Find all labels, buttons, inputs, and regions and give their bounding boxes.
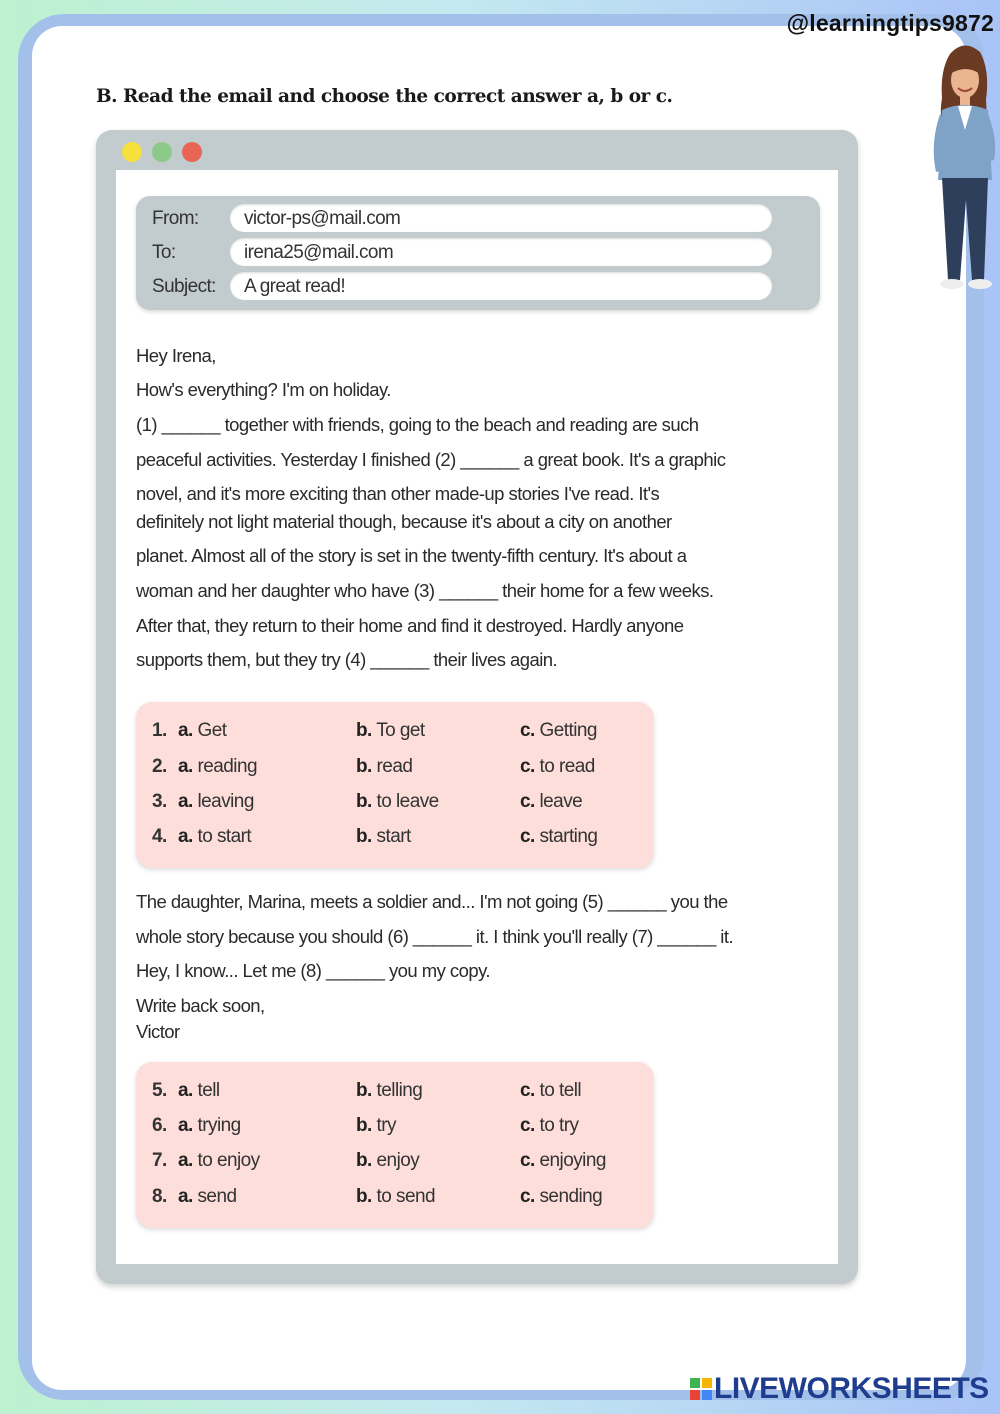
option-text: trying [197, 1115, 241, 1136]
option-letter: a. [178, 1186, 193, 1207]
option-letter: c. [520, 826, 535, 847]
option-letter: b. [356, 791, 372, 812]
option-b[interactable] [356, 826, 411, 848]
option-b[interactable] [356, 1080, 422, 1102]
option-text: to leave [376, 791, 439, 812]
question-row-5 [136, 1080, 654, 1106]
email-line: How's everything? I'm on holiday. [136, 379, 391, 400]
liveworksheets-grid-icon [690, 1378, 712, 1400]
from-label: From: [152, 208, 199, 229]
option-a[interactable] [178, 1186, 237, 1208]
to-field[interactable] [230, 238, 772, 266]
answer-options-5-8 [136, 1062, 654, 1228]
option-letter: b. [356, 1150, 372, 1171]
subject-row [136, 272, 820, 300]
email-line: definitely not light material though, because it's about a city on another [136, 511, 672, 532]
question-row-6 [136, 1115, 654, 1141]
option-text: try [376, 1115, 396, 1136]
option-b[interactable] [356, 1186, 435, 1208]
option-letter: b. [356, 1186, 372, 1207]
option-text: to read [539, 756, 595, 777]
yellow-dot-icon [122, 142, 142, 162]
option-letter: a. [178, 720, 193, 741]
exercise-heading: B. Read the email and choose the correct answer a, b or c. [96, 86, 673, 107]
from-field[interactable] [230, 204, 772, 232]
option-c[interactable] [520, 1186, 602, 1208]
question-number: 2. [152, 756, 167, 777]
option-c[interactable] [520, 1150, 606, 1172]
option-text: starting [539, 826, 598, 847]
question-row-4 [136, 826, 654, 852]
option-a[interactable] [178, 720, 226, 742]
option-b[interactable] [356, 756, 412, 778]
email-line: The daughter, Marina, meets a soldier and... I'm not going (5) ______ you the [136, 891, 728, 912]
question-number: 4. [152, 826, 167, 847]
option-letter: b. [356, 1115, 372, 1136]
to-value: irena25@mail.com [244, 242, 394, 263]
question-number: 1. [152, 720, 167, 741]
brand-name: LIVEWORKSHEETS [714, 1372, 989, 1405]
question-row-1 [136, 720, 654, 746]
option-a[interactable] [178, 791, 254, 813]
subject-value: A great read! [244, 276, 345, 297]
option-letter: c. [520, 1115, 535, 1136]
option-a[interactable] [178, 1080, 220, 1102]
option-b[interactable] [356, 791, 439, 813]
email-header [136, 196, 820, 310]
channel-watermark: @learningtips9872 [786, 10, 994, 36]
email-line: After that, they return to their home and find it destroyed. Hardly anyone [136, 615, 684, 636]
option-text: to start [197, 826, 252, 847]
option-letter: a. [178, 1080, 193, 1101]
email-line: supports them, but they try (4) ______ their lives again. [136, 649, 558, 670]
email-window [96, 130, 858, 1284]
option-b[interactable] [356, 720, 425, 742]
email-line: Hey, I know... Let me (8) ______ you my copy. [136, 960, 490, 981]
option-text: leave [539, 791, 583, 812]
option-text: enjoying [539, 1150, 606, 1171]
option-c[interactable] [520, 826, 597, 848]
option-text: Get [197, 720, 227, 741]
option-text: Getting [539, 720, 597, 741]
email-line: woman and her daughter who have (3) ______ their home for a few weeks. [136, 580, 714, 601]
option-letter: c. [520, 1150, 535, 1171]
email-line: Victor [136, 1021, 180, 1042]
question-row-3 [136, 791, 654, 817]
option-text: tell [197, 1080, 220, 1101]
option-letter: a. [178, 1115, 193, 1136]
answer-options-1-4 [136, 702, 654, 868]
subject-field[interactable] [230, 272, 772, 300]
question-number: 5. [152, 1080, 167, 1101]
option-letter: c. [520, 791, 535, 812]
option-letter: a. [178, 826, 193, 847]
option-letter: b. [356, 720, 372, 741]
option-letter: c. [520, 720, 535, 741]
option-text: send [197, 1186, 237, 1207]
option-a[interactable] [178, 826, 251, 848]
subject-label: Subject: [152, 276, 216, 297]
green-dot-icon [152, 142, 172, 162]
email-body [116, 170, 838, 1264]
option-letter: b. [356, 756, 372, 777]
option-text: reading [197, 756, 258, 777]
option-c[interactable] [520, 756, 595, 778]
email-line: novel, and it's more exciting than other made-up stories I've read. It's [136, 483, 660, 504]
option-a[interactable] [178, 1150, 260, 1172]
email-line: planet. Almost all of the story is set in the twenty-fifth century. It's about a [136, 545, 687, 566]
option-letter: a. [178, 1150, 193, 1171]
option-a[interactable] [178, 1115, 241, 1137]
option-c[interactable] [520, 720, 597, 742]
option-text: start [376, 826, 411, 847]
option-letter: c. [520, 1186, 535, 1207]
email-line: whole story because you should (6) ______ it. I think you'll really (7) ______ it. [136, 926, 734, 947]
option-c[interactable] [520, 1115, 578, 1137]
from-row [136, 204, 820, 232]
email-line: Hey Irena, [136, 345, 216, 366]
option-text: to enjoy [197, 1150, 260, 1171]
teacher-character-icon [928, 40, 1000, 292]
question-row-7 [136, 1150, 654, 1176]
option-text: telling [376, 1080, 423, 1101]
option-letter: b. [356, 1080, 372, 1101]
option-c[interactable] [520, 791, 582, 813]
option-a[interactable] [178, 756, 257, 778]
option-text: To get [376, 720, 425, 741]
question-row-2 [136, 756, 654, 782]
option-letter: c. [520, 756, 535, 777]
option-c[interactable] [520, 1080, 581, 1102]
question-number: 7. [152, 1150, 167, 1171]
option-text: read [376, 756, 413, 777]
email-line: Write back soon, [136, 995, 265, 1016]
option-letter: a. [178, 756, 193, 777]
red-dot-icon [182, 142, 202, 162]
email-line: peaceful activities. Yesterday I finished (2) ______ a great book. It's a graphic [136, 449, 726, 470]
option-text: to tell [539, 1080, 582, 1101]
option-text: sending [539, 1186, 603, 1207]
option-b[interactable] [356, 1150, 419, 1172]
option-b[interactable] [356, 1115, 396, 1137]
question-number: 8. [152, 1186, 167, 1207]
option-text: enjoy [376, 1150, 420, 1171]
option-letter: a. [178, 791, 193, 812]
to-row [136, 238, 820, 266]
option-letter: b. [356, 826, 372, 847]
email-line: (1) ______ together with friends, going to the beach and reading are such [136, 414, 699, 435]
option-text: leaving [197, 791, 254, 812]
option-text: to try [539, 1115, 579, 1136]
to-label: To: [152, 242, 176, 263]
liveworksheets-logo[interactable] [690, 1372, 989, 1406]
option-letter: c. [520, 1080, 535, 1101]
option-text: to send [376, 1186, 436, 1207]
question-number: 3. [152, 791, 167, 812]
from-value: victor-ps@mail.com [244, 208, 401, 229]
question-row-8 [136, 1186, 654, 1212]
question-number: 6. [152, 1115, 167, 1136]
